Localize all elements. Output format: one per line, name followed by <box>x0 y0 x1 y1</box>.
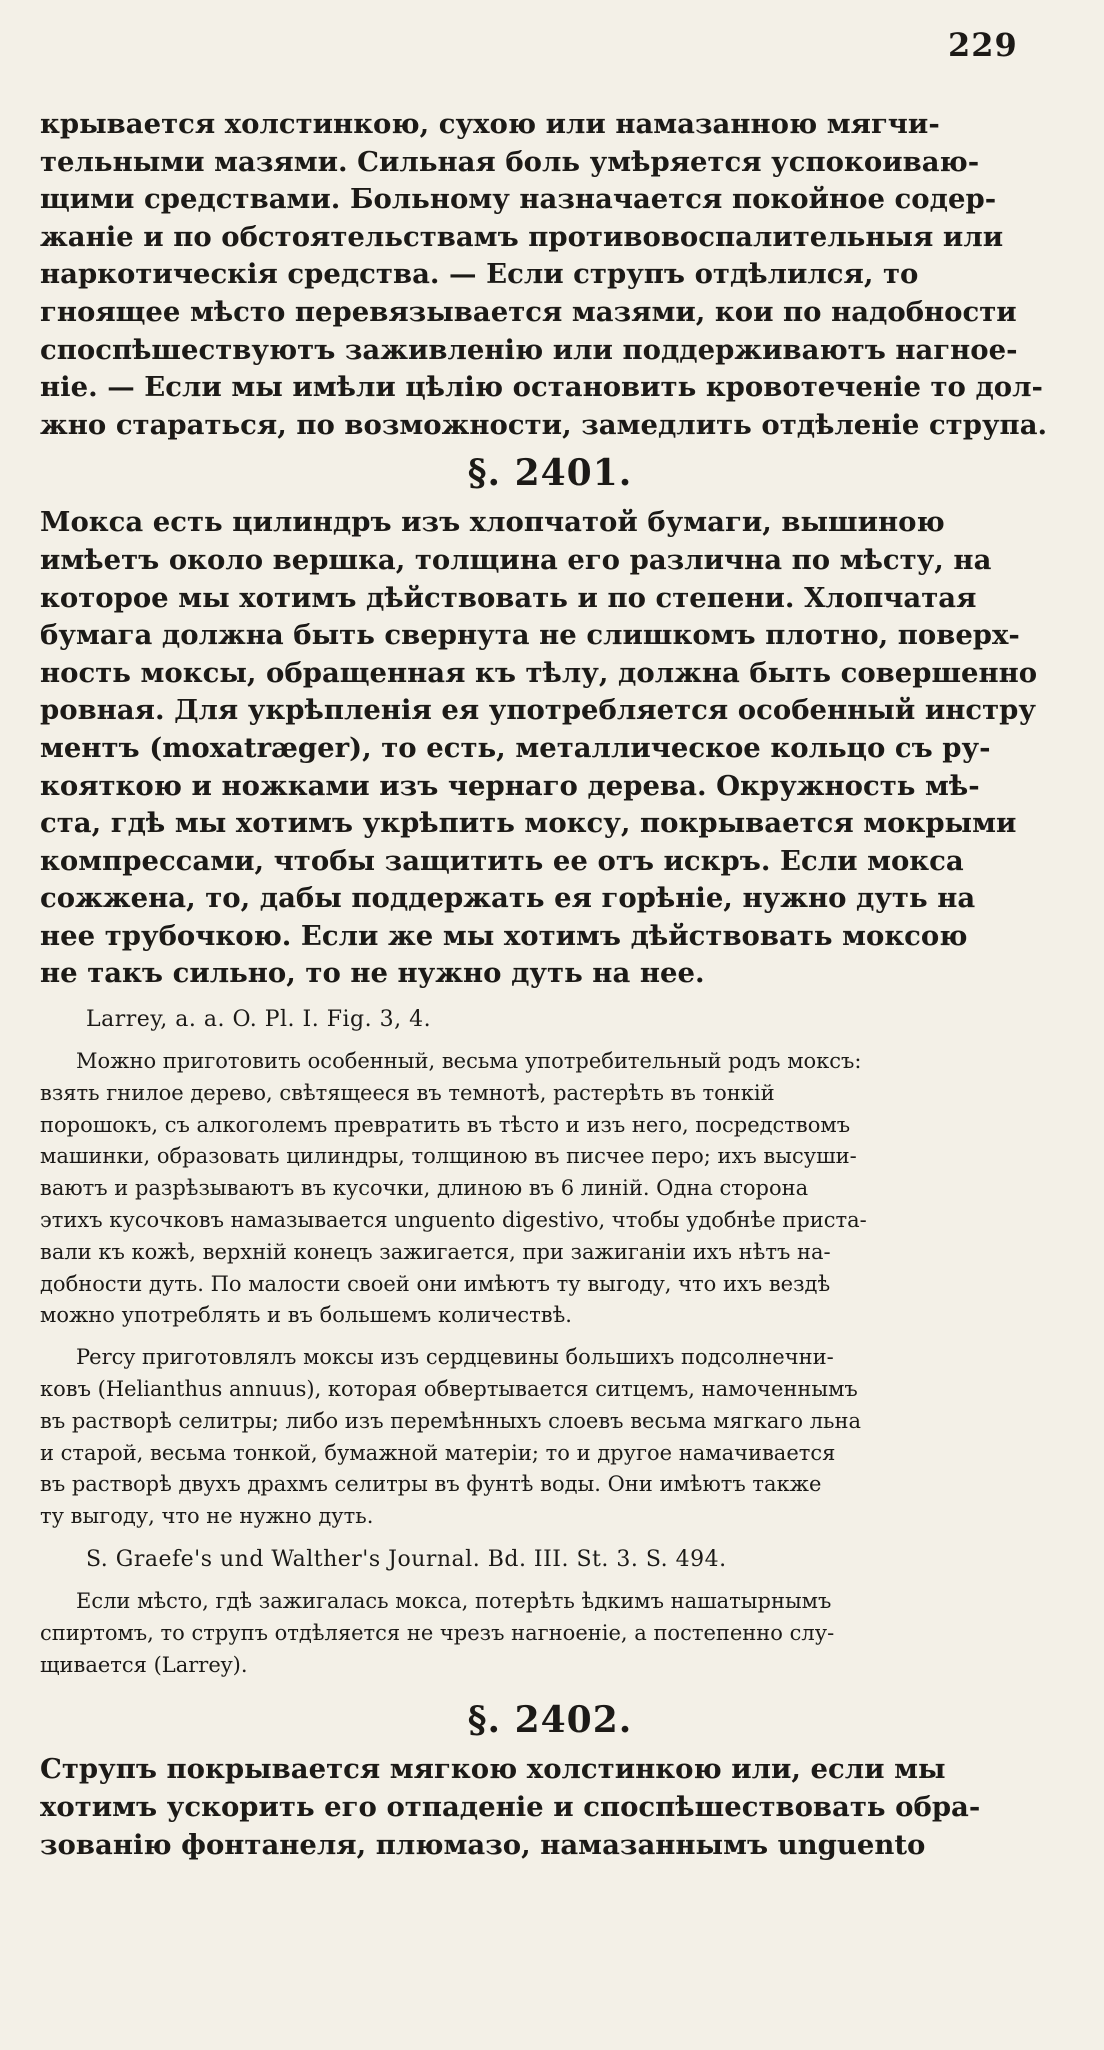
text-line: хотимъ ускорить его отпаденіе и споспѣшествовать обра- <box>40 1791 981 1823</box>
note-2 <box>40 1342 1060 1533</box>
note-line: ту выгоду, что не нужно дуть. <box>40 1504 374 1529</box>
text-line: ментъ (moxatræger), то есть, металлическое кольцо съ ру- <box>40 731 991 764</box>
text-line: бумага должна быть свернута не слишкомъ плотно, поверх- <box>40 619 1020 652</box>
note-3 <box>40 1586 1060 1681</box>
note-1 <box>40 1046 1060 1332</box>
text-line: которое мы хотимъ дѣйствовать и по степени. Хлопчатая <box>40 581 977 614</box>
note-line: Если мѣсто, гдѣ зажигалась мокса, потерѣть ѣдкимъ нашатырнымъ <box>76 1589 832 1614</box>
text-line: кояткою и ножками изъ чернаго дерева. Окружность мѣ- <box>40 769 980 802</box>
text-line: крывается холстинкою, сухою или намазанною мягчи- <box>40 108 940 140</box>
paragraph-3 <box>40 1751 1060 1864</box>
note-line: взять гнилое дерево, свѣтящееся въ темнотѣ, растерѣть въ тонкій <box>40 1080 775 1105</box>
citation-journal: S. Graefe's und Walther's Journal. Bd. III. St. 3. S. 494. <box>86 1547 727 1573</box>
note-line: и старой, весьма тонкой, бумажной матеріи; то и другое намачивается <box>40 1440 836 1465</box>
text-line: ровная. Для укрѣпленія ея употребляется особенный инстру <box>40 694 1036 727</box>
note-line: въ растворѣ селитры; либо изъ перемѣнныхъ слоевъ весьма мягкаго льна <box>40 1408 862 1433</box>
text-line: ность моксы, обращенная къ тѣлу, должна быть совершенно <box>40 656 1038 689</box>
text-line: тельными мазями. Сильная боль умѣряется успокоиваю- <box>40 145 980 178</box>
text-line: споспѣшествуютъ заживленію или поддерживаютъ нагное- <box>40 333 1018 366</box>
paragraph-2 <box>40 504 1060 993</box>
note-line: можно употреблять и въ большемъ количествѣ. <box>40 1303 572 1328</box>
note-line: спиртомъ, то струпъ отдѣляется не чрезъ нагноеніе, а постепенно слу- <box>40 1620 835 1645</box>
text-line: жно стараться, по возможности, замедлить отдѣленіе струпа. <box>40 408 1048 441</box>
text-line: гноящее мѣсто перевязывается мазями, кои по надобности <box>40 295 1017 328</box>
note-line: щивается (Larrey). <box>40 1652 248 1677</box>
note-line: Можно приготовить особенный, весьма употребительный родъ моксъ: <box>76 1049 862 1074</box>
note-line: добности дуть. По малости своей они имѣютъ ту выгоду, что ихъ вездѣ <box>40 1271 831 1296</box>
text-line: не такъ сильно, то не нужно дуть на нее. <box>40 957 705 990</box>
text-line: зованію фонтанеля, плюмазо, намазаннымъ unguento <box>40 1828 926 1861</box>
text-line: ніе. — Если мы имѣли цѣлію остановить кровотеченіе то дол- <box>40 371 1043 404</box>
text-line: Мокса есть цилиндръ изъ хлопчатой бумаги, вышиною <box>40 506 945 539</box>
section-heading-2402: §. 2402. <box>467 1699 633 1742</box>
page-number: 229 <box>948 26 1018 64</box>
text-line: щими средствами. Больному назначается покойное содер- <box>40 183 997 216</box>
note-line: машинки, образовать цилиндры, толщиною въ писчее перо; ихъ высуши- <box>40 1144 857 1169</box>
paragraph-1 <box>40 106 1060 444</box>
text-line: компрессами, чтобы защитить ее отъ искръ. Если мокса <box>40 844 964 877</box>
note-line: ковъ (Helianthus annuus), которая обвертывается ситцемъ, намоченнымъ <box>40 1377 858 1402</box>
note-line: въ растворѣ двухъ драхмъ селитры въ фунтѣ воды. Они имѣютъ также <box>40 1472 822 1497</box>
citation-larrey: Larrey, a. a. O. Pl. I. Fig. 3, 4. <box>86 1007 432 1033</box>
text-line: нее трубочкою. Если же мы хотимъ дѣйствовать моксою <box>40 919 968 952</box>
page-body <box>40 106 1060 1864</box>
note-line: этихъ кусочковъ намазывается unguento digestivo, чтобы удобнѣе приста- <box>40 1208 867 1233</box>
text-line: Струпъ покрывается мягкою холстинкою или, если мы <box>40 1753 946 1786</box>
note-line: порошокъ, съ алкоголемъ превратить въ тѣсто и изъ него, посредствомъ <box>40 1112 851 1137</box>
note-line: Percy приготовлялъ моксы изъ сердцевины большихъ подсолнечни- <box>76 1345 834 1370</box>
section-heading-2401: §. 2401. <box>467 452 633 495</box>
text-line: имѣетъ около вершка, толщина его различна по мѣсту, на <box>40 543 992 576</box>
note-line: вали къ кожѣ, верхній конецъ зажигается, при зажиганіи ихъ нѣтъ на- <box>40 1239 831 1264</box>
text-line: сожжена, то, дабы поддержать ея горѣніе, нужно дуть на <box>40 882 976 915</box>
text-line: наркотическія средства. — Если струпъ отдѣлился, то <box>40 258 919 291</box>
text-line: жаніе и по обстоятельствамъ противовоспалительныя или <box>40 220 1004 253</box>
note-line: ваютъ и разрѣзываютъ въ кусочки, длиною въ 6 линій. Одна сторона <box>40 1176 809 1201</box>
text-line: ста, гдѣ мы хотимъ укрѣпить моксу, покрывается мокрыми <box>40 807 1017 840</box>
